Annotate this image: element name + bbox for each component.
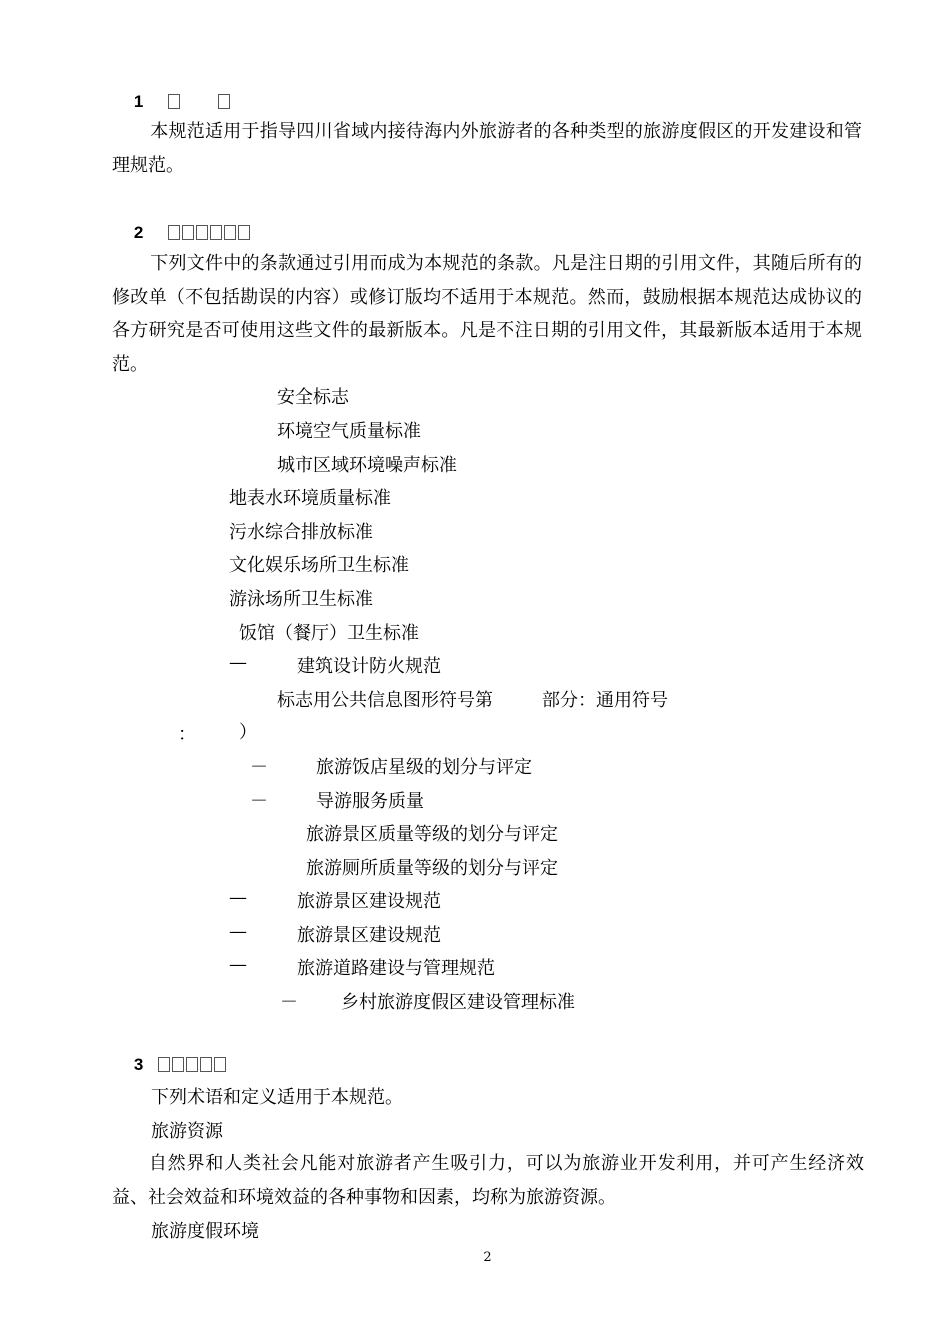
reference-dash: － bbox=[250, 791, 268, 812]
section-2-body: 下列文件中的条款通过引用而成为本规范的条款。凡是注日期的引用文件，其随后所有的修改单（不包括勘误的内容）或修订版均不适用于本规范。然而，鼓励根据本规范达成协议的各方研究是否可使用这些文件的最新版本。凡是不注日期的引用文件，其最新版本适用于本规范。 bbox=[112, 253, 862, 375]
reference-dash: — bbox=[229, 652, 247, 673]
reference-item: 游泳场所卫生标准 bbox=[229, 589, 373, 610]
reference-dash: — bbox=[229, 954, 247, 975]
reference-item: 导游服务质量 bbox=[316, 791, 424, 812]
missing-glyph-box bbox=[238, 225, 250, 240]
reference-item: 环境空气质量标准 bbox=[277, 421, 421, 442]
reference-item-continued: 部分：通用符号 bbox=[542, 690, 668, 711]
reference-item: 城市区域环境噪声标准 bbox=[277, 455, 457, 476]
term-title: 旅游度假环境 bbox=[151, 1221, 259, 1242]
section-1-body: 本规范适用于指导四川省域内接待海内外旅游者的各种类型的旅游度假区的开发建设和管理规范。 bbox=[112, 121, 862, 176]
missing-glyph-box bbox=[168, 94, 180, 109]
reference-item: 乡村旅游度假区建设管理标准 bbox=[341, 992, 575, 1013]
reference-item: 安全标志 bbox=[277, 387, 349, 408]
missing-glyph-box bbox=[224, 225, 236, 240]
missing-glyph-box bbox=[182, 225, 194, 240]
reference-dash: — bbox=[229, 887, 247, 908]
section-number: 3 bbox=[133, 1055, 144, 1074]
reference-dash: － bbox=[280, 992, 298, 1013]
reference-item: 标志用公共信息图形符号第 bbox=[277, 690, 493, 711]
reference-dash: — bbox=[229, 921, 247, 942]
missing-glyph-box bbox=[214, 1057, 226, 1072]
missing-glyph-box bbox=[210, 225, 222, 240]
terms-intro: 下列术语和定义适用于本规范。 bbox=[151, 1087, 403, 1108]
reference-item: 旅游厕所质量等级的划分与评定 bbox=[306, 858, 558, 879]
reference-dash: － bbox=[250, 757, 268, 778]
term-definition: 自然界和人类社会凡能对旅游者产生吸引力，可以为旅游业开发利用，并可产生经济效益、社会效益和环境效益的各种事物和因素，均称为旅游资源。 bbox=[112, 1153, 864, 1208]
reference-item: 旅游饭店星级的划分与评定 bbox=[316, 757, 532, 778]
term-title: 旅游资源 bbox=[151, 1121, 223, 1142]
reference-item: 建筑设计防火规范 bbox=[297, 656, 441, 677]
missing-glyph-box bbox=[158, 1057, 170, 1072]
section-number: 1 bbox=[133, 92, 144, 111]
page-number: 2 bbox=[483, 1250, 492, 1265]
missing-glyph-box bbox=[168, 225, 180, 240]
reference-item: 饭馆（餐厅）卫生标准 bbox=[239, 623, 419, 644]
section-number: 2 bbox=[133, 223, 144, 242]
missing-glyph-box bbox=[196, 225, 208, 240]
missing-glyph-box bbox=[218, 94, 230, 109]
reference-item: 文化娱乐场所卫生标准 bbox=[229, 555, 409, 576]
reference-colon: ： bbox=[178, 724, 196, 745]
reference-item: 地表水环境质量标准 bbox=[229, 488, 391, 509]
reference-item: 旅游景区建设规范 bbox=[297, 925, 441, 946]
missing-glyph-box bbox=[172, 1057, 184, 1072]
missing-glyph-box bbox=[186, 1057, 198, 1072]
missing-glyph-box bbox=[200, 1057, 212, 1072]
reference-item: 污水综合排放标准 bbox=[229, 522, 373, 543]
reference-item: 旅游道路建设与管理规范 bbox=[297, 958, 495, 979]
reference-item: 旅游景区建设规范 bbox=[297, 891, 441, 912]
reference-paren: ） bbox=[239, 722, 257, 743]
reference-item: 旅游景区质量等级的划分与评定 bbox=[306, 824, 558, 845]
